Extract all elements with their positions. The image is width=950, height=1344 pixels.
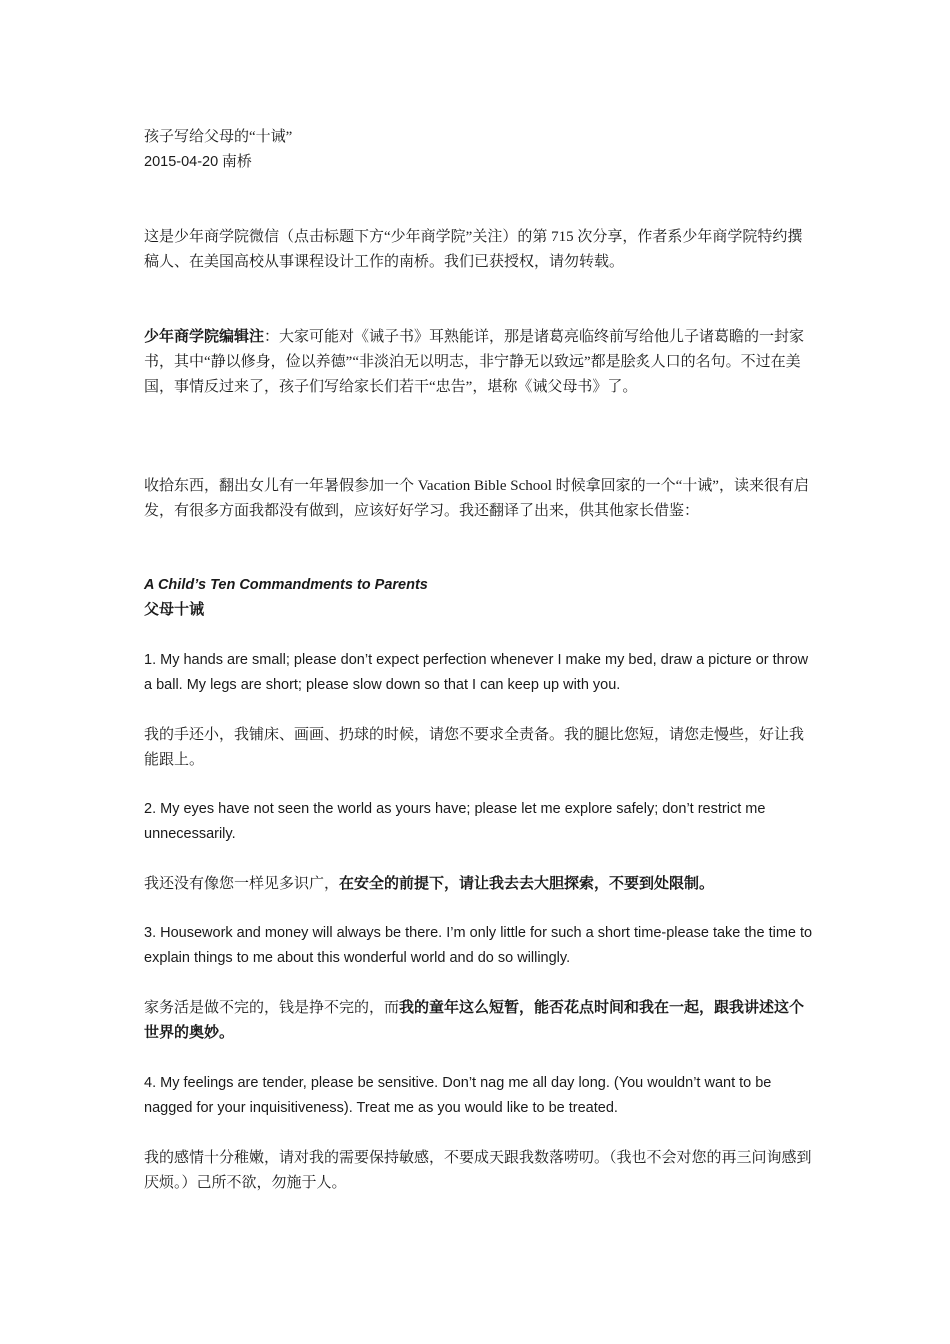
editor-note-paragraph — [144, 325, 814, 400]
commandment-4-cn — [144, 1146, 814, 1196]
article-header — [144, 125, 814, 175]
editor-note-text: ：大家可能对《诫子书》耳熟能详，那是诸葛亮临终前写给他儿子诸葛瞻的一封家书，其中“静以修身，俭以养德”“非淡泊无以明志，非宁静无以致远”都是脍炙人口的名句。不过在美国，事情反过来了，孩子们写给家长们若干“忠告”，堪称《诫父母书》了。 — [144, 329, 805, 395]
commandment-3-cn-text: 家务活是做不完的，钱是挣不完的，而 — [144, 1000, 400, 1016]
commandment-3-en: 3. Housework and money will always be there. I’m only little for such a short time-please take the time to explain things to me about this wonderful world and do so willingly. — [144, 925, 813, 966]
commandment-1-cn — [144, 723, 814, 773]
commandment-1-en: 1. My hands are small; please don’t expect perfection whenever I make my bed, draw a picture or throw a ball. My legs are short; please slow down so that I can keep up with you. — [144, 652, 809, 693]
commandment-2-cn-text: 我还没有像您一样见多识广， — [144, 876, 340, 892]
article-date: 2015-04-20 — [144, 154, 219, 170]
article-author: 南桥 — [221, 154, 252, 170]
section-title-en: A Child’s Ten Commandments to Parents — [144, 577, 428, 593]
commandment-2-cn-emphasis: 在安全的前提下，请让我去去大胆探索，不要到处限制。 — [339, 876, 715, 892]
section-heading — [144, 573, 814, 623]
commandment-2-en: 2. My eyes have not seen the world as yours have; please let me explore safely; don’t restrict me unnecessarily. — [144, 801, 766, 842]
commandment-3-cn-emphasis: 我的童年这么短暂，能否花点时间和我在一起，跟我讲述这个世界的奥妙。 — [144, 1000, 805, 1041]
article-title: 孩子写给父母的“十诫” — [144, 129, 293, 145]
story-paragraph: 收拾东西，翻出女儿有一年暑假参加一个 Vacation Bible School 时候拿回家的一个“十诫”，读来很有启发，有很多方面我都没有做到，应该好好学习。我还翻译了出来，供其他家长借鉴： — [144, 478, 809, 519]
commandment-4-cn-text: 我的感情十分稚嫩，请对我的需要保持敏感，不要成天跟我数落唠叨。（我也不会对您的再三问询感到厌烦。）己所不欲，勿施于人。 — [144, 1150, 812, 1191]
commandment-3-cn — [144, 996, 814, 1046]
commandment-4-en: 4. My feelings are tender, please be sensitive. Don’t nag me all day long. (You wouldn’t want to be nagged for your inquisitiveness). Treat me as you would like to be treated. — [144, 1075, 772, 1116]
intro-paragraph: 这是少年商学院微信（点击标题下方“少年商学院”关注）的第 715 次分享，作者系少年商学院特约撰稿人、在美国高校从事课程设计工作的南桥。我们已获授权，请勿转载。 — [144, 229, 803, 270]
editor-note-label: 少年商学院编辑注 — [144, 329, 265, 345]
section-title-cn: 父母十诫 — [144, 602, 205, 618]
commandment-1-cn-text: 我的手还小，我铺床、画画、扔球的时候，请您不要求全责备。我的腿比您短，请您走慢些，好让我能跟上。 — [144, 727, 805, 768]
commandment-2-cn — [144, 872, 814, 897]
article-meta — [144, 150, 814, 175]
